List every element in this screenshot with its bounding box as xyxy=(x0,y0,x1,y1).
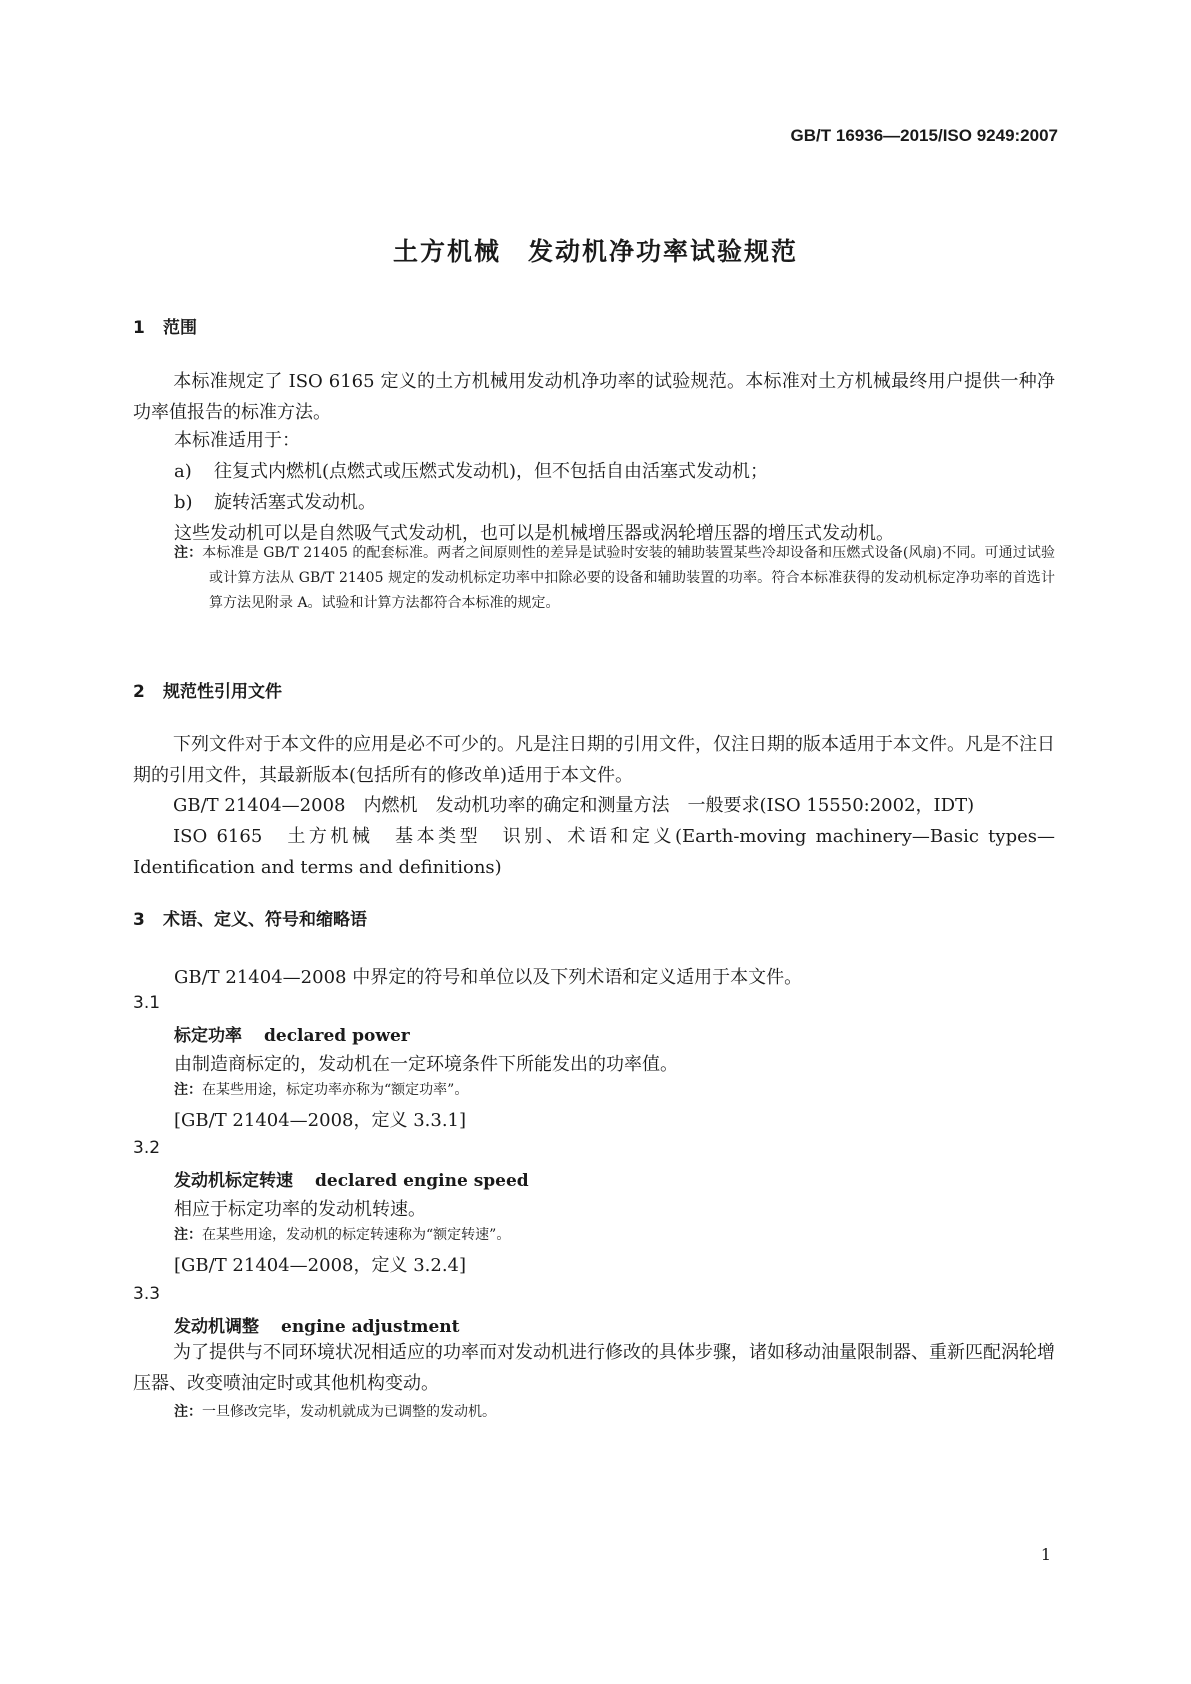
term-number: 3.2 xyxy=(133,1138,161,1158)
paragraph-text: 下列文件对于本文件的应用是必不可少的。凡是注日期的引用文件，仅注日期的版本适用于本文件。凡是不注日期的引用文件，其最新版本(包括所有的修改单)适用于本文件。 xyxy=(133,734,1055,786)
section-number: 1 xyxy=(133,318,145,338)
note-label: 注： xyxy=(174,1227,202,1243)
section-2-paragraph-1 xyxy=(133,729,1055,791)
section-number: 3 xyxy=(133,910,145,930)
standard-number-header: GB/T 16936—2015/ISO 9249:2007 xyxy=(790,126,1058,145)
section-title: 范围 xyxy=(163,318,197,338)
section-1-paragraph-1 xyxy=(133,366,1055,428)
page-number: 1 xyxy=(1040,1545,1051,1564)
reference-text: ISO 6165 土方机械 基本类型 识别、术语和定义(Earth-moving machinery—Basic types—Identification and terms and definitions) xyxy=(133,826,1055,878)
term-definition xyxy=(133,1337,1055,1399)
section-title: 术语、定义、符号和缩略语 xyxy=(163,910,367,930)
term-note xyxy=(174,1078,1055,1103)
note-text: 本标准是 GB/T 21405 的配套标准。两者之间原则性的差异是试验时安装的辅助装置某些冷却设备和压燃式设备(风扇)不同。可通过试验或计算方法从 GB/T 21405 规定的发动机标定功率中扣除必要的设备和辅助装置的功率。符合本标准获得的发动机标定净功率的首选计算方法见附录 A。试验和计算方法都符合本标准的规定。 xyxy=(202,545,1055,611)
document-title: 土方机械 发动机净功率试验规范 xyxy=(392,237,798,266)
term-definition: 由制造商标定的，发动机在一定环境条件下所能发出的功率值。 xyxy=(174,1054,678,1075)
term-zh: 标定功率 xyxy=(174,1026,242,1046)
term-note xyxy=(174,1223,1055,1248)
section-title: 规范性引用文件 xyxy=(163,682,282,702)
note-label: 注： xyxy=(174,545,203,561)
section-1-note xyxy=(174,541,1055,616)
term-source: [GB/T 21404—2008，定义 3.2.4] xyxy=(174,1255,467,1276)
section-number: 2 xyxy=(133,682,145,702)
list-label: a) xyxy=(174,461,192,482)
term-number: 3.3 xyxy=(133,1284,161,1304)
reference-text: GB/T 21404—2008 内燃机 发动机功率的确定和测量方法 一般要求(ISO 15550:2002，IDT) xyxy=(173,795,975,816)
term-en: declared engine speed xyxy=(315,1171,529,1191)
normative-reference-2 xyxy=(133,821,1055,883)
section-3-intro: GB/T 21404—2008 中界定的符号和单位以及下列术语和定义适用于本文件。 xyxy=(174,967,803,988)
term-zh: 发动机调整 xyxy=(174,1317,259,1337)
paragraph-text: 本标准规定了 ISO 6165 定义的土方机械用发动机净功率的试验规范。本标准对土方机械最终用户提供一种净功率值报告的标准方法。 xyxy=(133,371,1055,423)
term-en: engine adjustment xyxy=(281,1317,460,1337)
section-1-heading xyxy=(133,313,197,338)
list-item-a xyxy=(174,457,768,483)
term-definition: 相应于标定功率的发动机转速。 xyxy=(174,1199,426,1220)
list-text: 往复式内燃机(点燃式或压燃式发动机)，但不包括自由活塞式发动机； xyxy=(214,461,769,482)
term-source: [GB/T 21404—2008，定义 3.3.1] xyxy=(174,1110,467,1131)
list-item-b xyxy=(174,488,376,514)
term-heading xyxy=(174,1166,529,1191)
note-text: 在某些用途，标定功率亦称为“额定功率”。 xyxy=(202,1082,469,1098)
term-heading xyxy=(174,1312,459,1337)
term-heading xyxy=(174,1021,410,1046)
term-zh: 发动机标定转速 xyxy=(174,1171,293,1191)
section-2-heading xyxy=(133,677,282,702)
term-number: 3.1 xyxy=(133,993,161,1013)
list-text: 旋转活塞式发动机。 xyxy=(214,492,376,513)
section-1-paragraph-2: 这些发动机可以是自然吸气式发动机，也可以是机械增压器或涡轮增压器的增压式发动机。 xyxy=(174,523,894,544)
note-text: 在某些用途，发动机的标定转速称为“额定转速”。 xyxy=(202,1227,511,1243)
note-text: 一旦修改完毕，发动机就成为已调整的发动机。 xyxy=(202,1404,496,1420)
note-label: 注： xyxy=(174,1082,202,1098)
list-label: b) xyxy=(174,492,193,513)
note-label: 注： xyxy=(174,1404,202,1420)
section-3-heading xyxy=(133,905,367,930)
term-note xyxy=(174,1400,1055,1425)
applies-to-line: 本标准适用于： xyxy=(174,430,300,451)
normative-reference-1 xyxy=(133,790,1055,821)
term-en: declared power xyxy=(264,1026,410,1046)
definition-text: 为了提供与不同环境状况相适应的功率而对发动机进行修改的具体步骤，诸如移动油量限制器、重新匹配涡轮增压器、改变喷油定时或其他机构变动。 xyxy=(133,1342,1055,1394)
